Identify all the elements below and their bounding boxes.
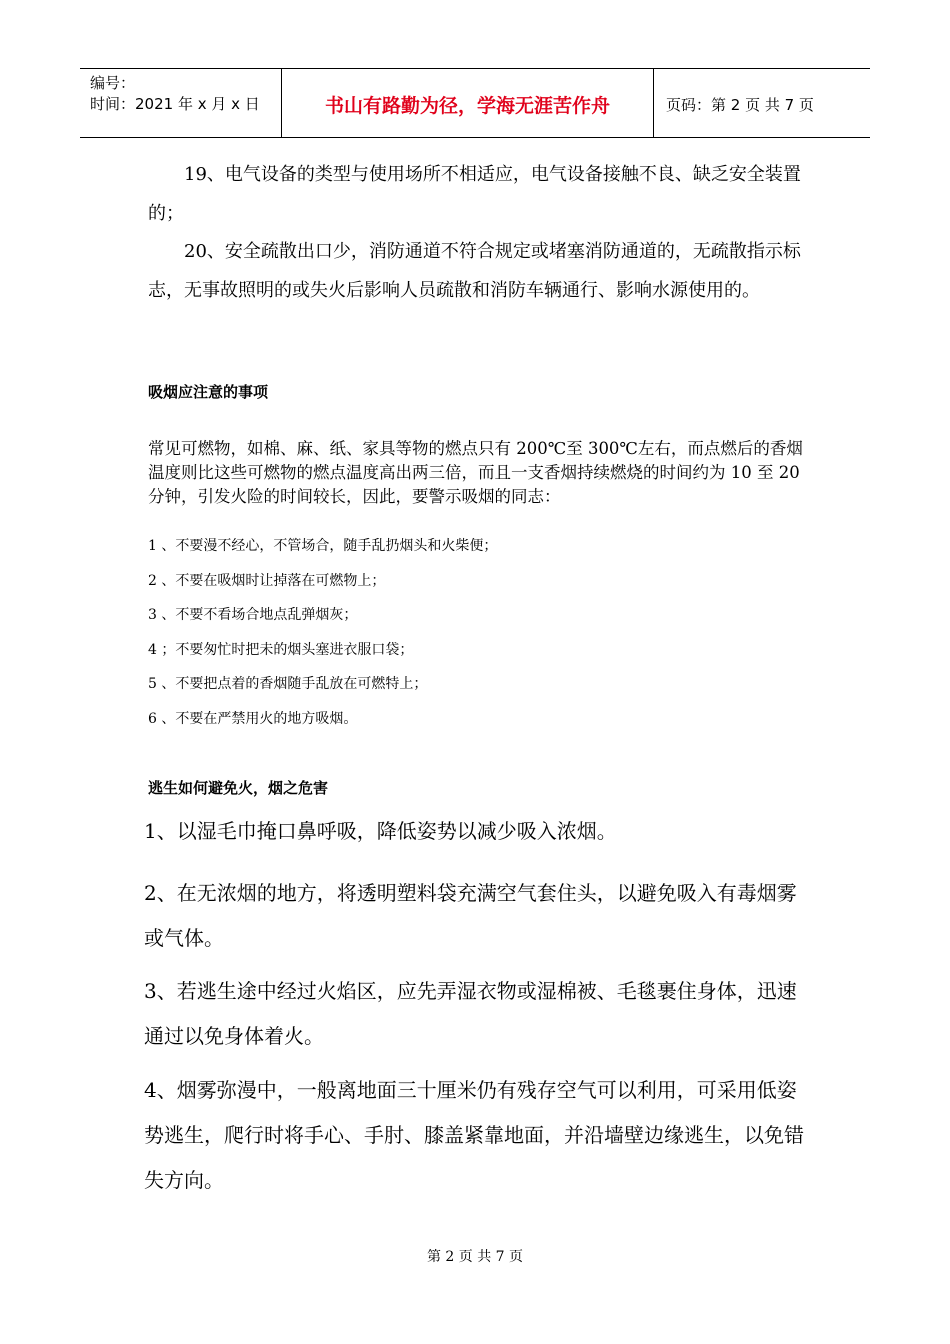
smoking-paragraph: 常见可燃物，如棉、麻、纸、家具等物的燃点只有 200℃至 300℃左右，而点燃后的香烟温度则比这些可燃物的燃点温度高出两三倍，而且一支香烟持续燃烧的时间约为 10 至 20 分钟，引发火险的时间较长，因此，要警示吸烟的同志： (148, 439, 803, 506)
smoking-item: 1 、不要漫不经心，不管场合，随手乱扔烟头和火柴便； (148, 538, 498, 554)
header-meta (90, 73, 260, 115)
smoking-item: 4 ；不要匆忙时把未的烟头塞进衣服口袋； (148, 642, 414, 658)
smoking-item: 2 、不要在吸烟时让掉落在可燃物上； (148, 573, 386, 589)
escape-item: 3、若逃生途中经过火焰区，应先弄湿衣物或湿棉被、毛毯裹住身体，迅速通过以免身体着火。 (144, 979, 797, 1048)
smoking-item: 3 、不要不看场合地点乱弹烟灰； (148, 607, 358, 623)
smoking-item: 5 、不要把点着的香烟随手乱放在可燃特上； (148, 676, 428, 692)
escape-heading: 逃生如何避免火，烟之危害 (148, 779, 329, 797)
header-motto: 书山有路勤为径，学海无涯苦作舟 (324, 95, 610, 117)
time-label: 时间：2021 年 x 月 x 日 (90, 95, 260, 113)
header-page-info: 页码：第 2 页 共 7 页 (666, 96, 814, 114)
escape-item: 2、在无浓烟的地方，将透明塑料袋充满空气套住头，以避免吸入有毒烟雾或气体。 (144, 881, 797, 950)
page-footer: 第 2 页 共 7 页 (426, 1249, 524, 1265)
escape-item: 1、以湿毛巾掩口鼻呼吸，降低姿势以减少吸入浓烟。 (144, 819, 617, 843)
page-header (80, 68, 870, 138)
escape-item: 4、烟雾弥漫中，一般离地面三十厘米仍有残存空气可以利用，可采用低姿势逃生，爬行时将手心、手肘、膝盖紧靠地面，并沿墙壁边缘逃生，以免错失方向。 (144, 1078, 804, 1192)
item-19: 19、电气设备的类型与使用场所不相适应，电气设备接触不良、缺乏安全装置的； (148, 164, 801, 224)
item-20: 20、安全疏散出口少，消防通道不符合规定或堵塞消防通道的，无疏散指示标志，无事故照明的或失火后影响人员疏散和消防车辆通行、影响水源使用的。 (148, 241, 801, 301)
number-label: 编号： (90, 74, 136, 92)
smoking-item: 6 、不要在严禁用火的地方吸烟。 (148, 711, 358, 727)
smoking-heading: 吸烟应注意的事项 (148, 383, 269, 401)
header-divider (653, 69, 654, 137)
